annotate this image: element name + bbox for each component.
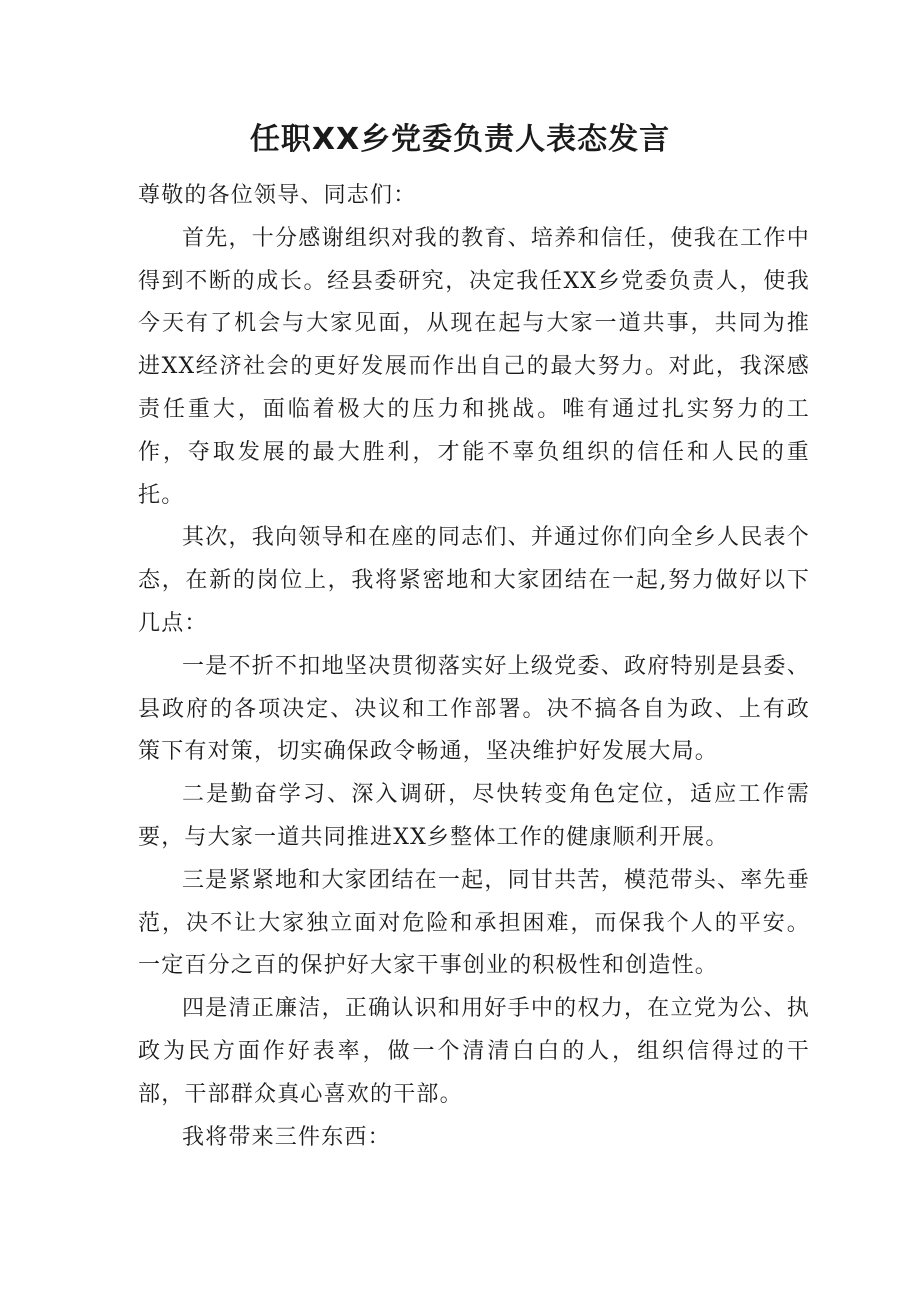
paragraph-three-things: 我将带来三件东西： [182,1124,391,1150]
salutation: 尊敬的各位领导、同志们： [138,183,417,208]
paragraph-thanks: 首先，十分感谢组织对我的教育、培养和信任，使我在工作中得到不断的成长。经县委研究，决定我任XX乡党委负责人，使我今天有了机会与大家见面，从现在起与大家一道共事，共同为推进XX经济社会的更好发展而作出自己的最大努力。对此，我深感责任重大，面临着极大的压力和挑战。唯有通过扎实努力的工作，夺取发展的最大胜利，才能不辜负组织的信任和人民的重托。 [138,225,810,508]
paragraph-point-one: 一是不折不扣地坚决贯彻落实好上级党委、政府特别是县委、县政府的各项决定、决议和工作部署。决不搞各自为政、上有政策下有对策，切实确保政令畅通，坚决维护好发展大局。 [138,653,810,765]
document-title: 任职XX乡党委负责人表态发言 [249,122,671,157]
paragraph-point-four: 四是清正廉洁，正确认识和用好手中的权力，在立党为公、执政为民方面作好表率，做一个清清白白的人，组织信得过的干部，干部群众真心喜欢的干部。 [138,996,810,1107]
paragraph-point-three: 三是紧紧地和大家团结在一起，同甘共苦，模范带头、率先垂范，决不让大家独立面对危险和承担困难，而保我个人的平安。一定百分之百的保护好大家干事创业的积极性和创造性。 [138,867,810,979]
paragraph-pledge-intro: 其次，我向领导和在座的同志们、并通过你们向全乡人民表个态，在新的岗位上，我将紧密地和大家团结在一起,努力做好以下几点： [138,525,810,636]
document-body [138,175,810,1159]
paragraph-point-two: 二是勤奋学习、深入调研，尽快转变角色定位，适应工作需要，与大家一道共同推进XX乡整体工作的健康顺利开展。 [138,782,810,850]
